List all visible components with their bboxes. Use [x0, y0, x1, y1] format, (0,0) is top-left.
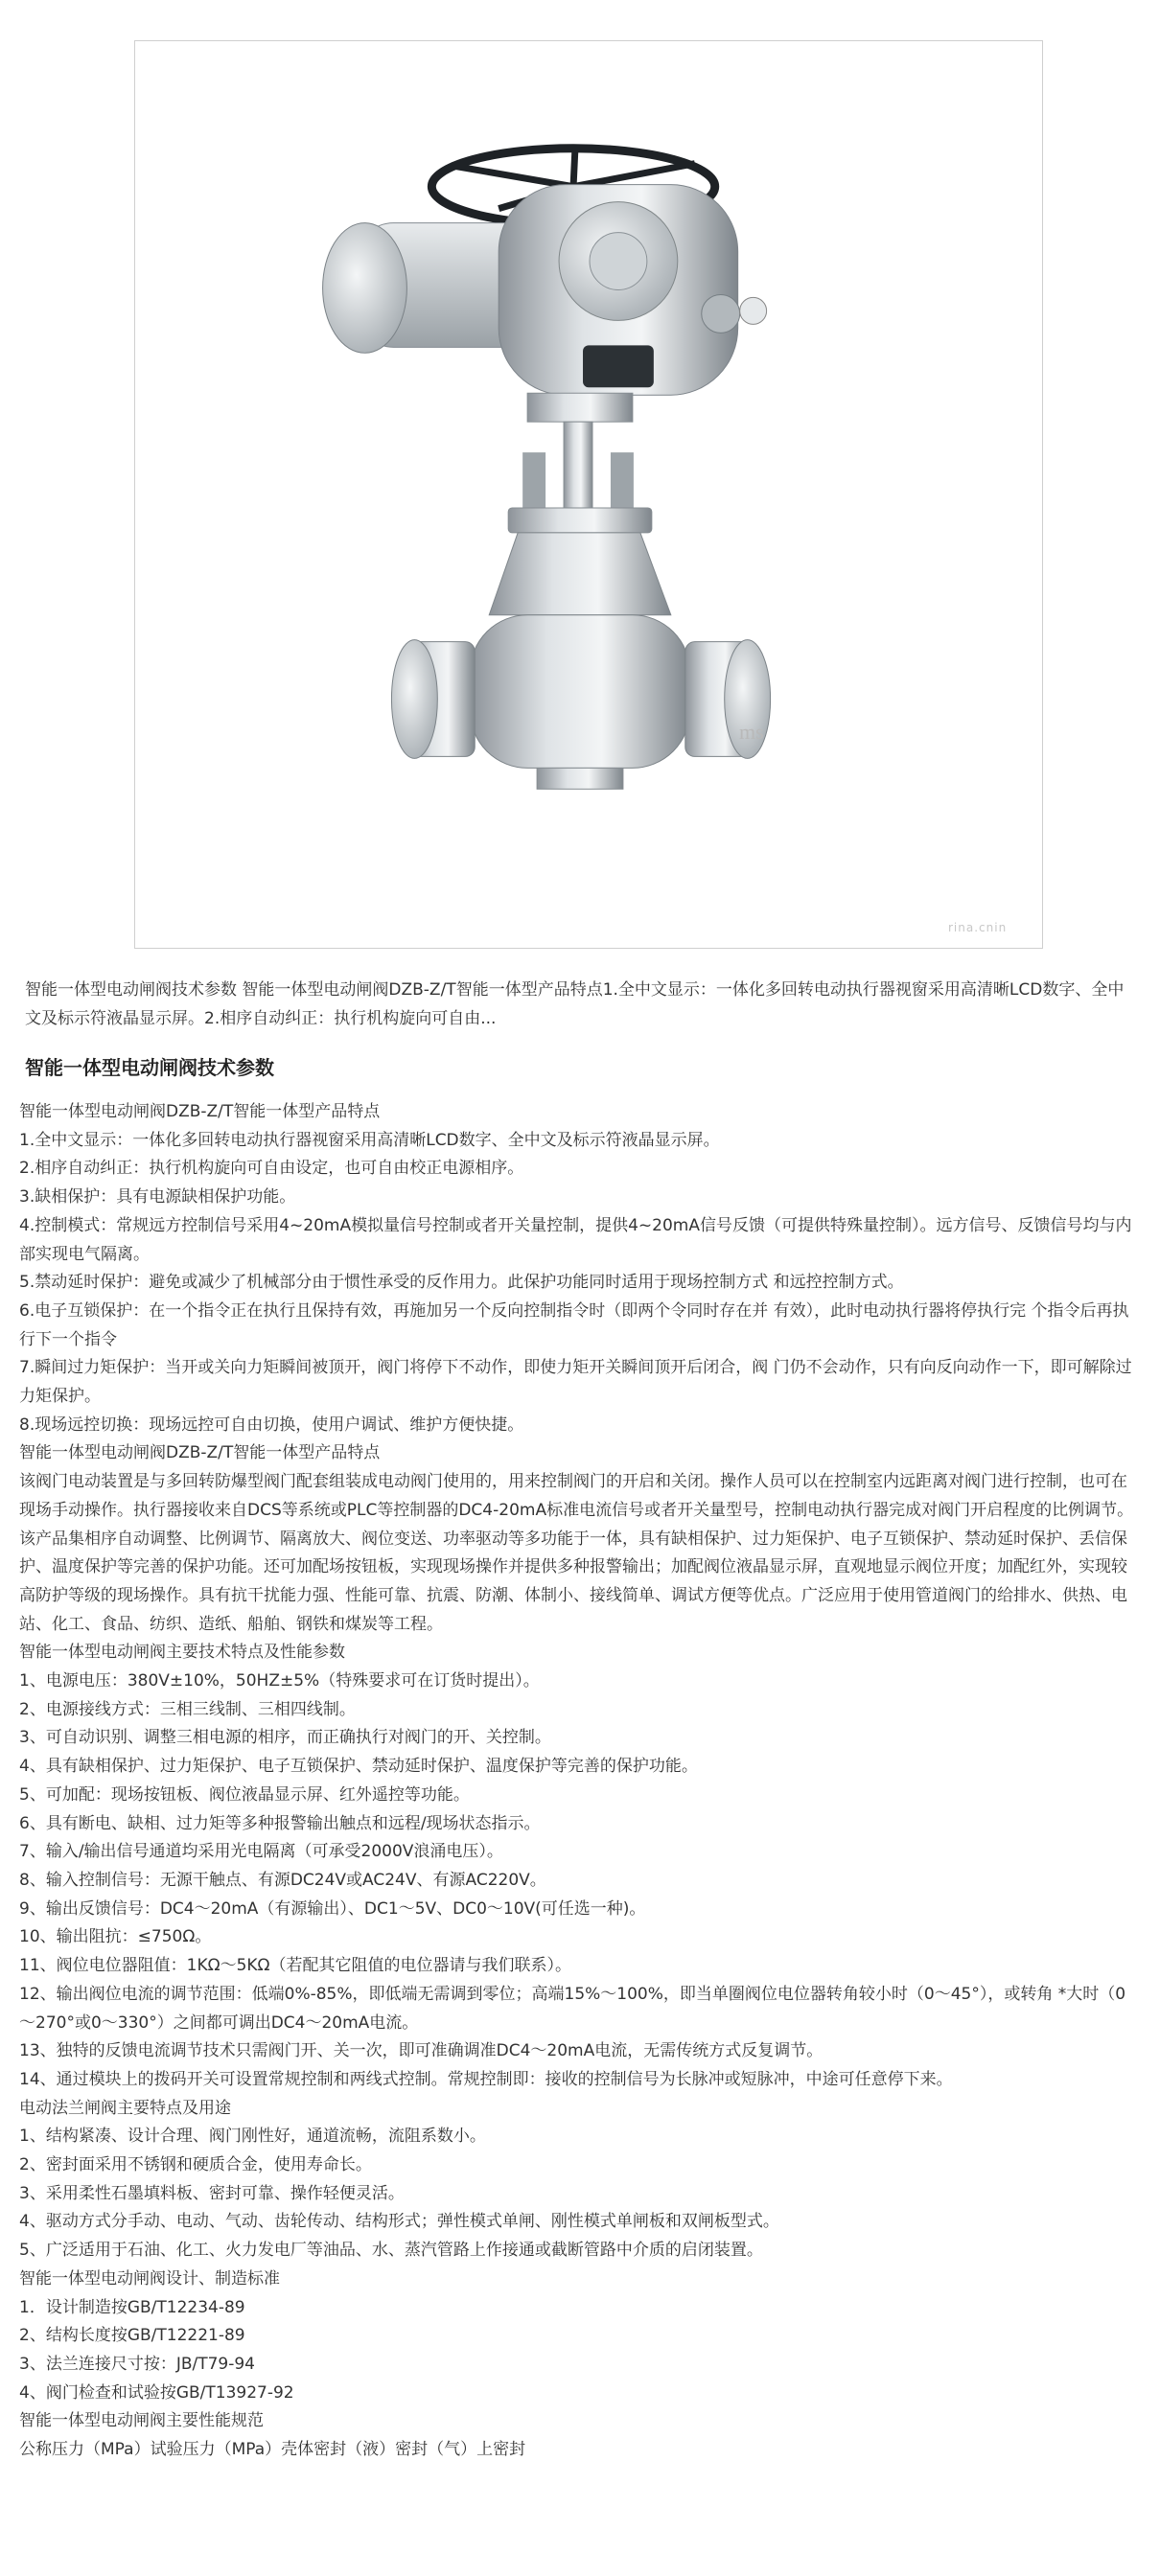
- paragraph: 1、结构紧凑、设计合理、阀门刚性好，通道流畅，流阻系数小。: [19, 2127, 486, 2147]
- paragraph: 智能一体型电动闸阀主要性能规范: [19, 2411, 264, 2431]
- paragraph: 5、广泛适用于石油、化工、火力发电厂等油品、水、蒸汽管路上作接通或截断管路中介质的启闭装置。: [19, 2241, 763, 2261]
- paragraph: 1、电源电压：380V±10%，50HZ±5%（特殊要求可在订货时提出）。: [19, 1671, 540, 1691]
- paragraph: 智能一体型电动闸阀主要技术特点及性能参数: [19, 1643, 345, 1663]
- article-body: [19, 1098, 1139, 2465]
- electric-gate-valve-illustration: [135, 41, 1042, 948]
- page-title: 智能一体型电动闸阀技术参数: [25, 1056, 274, 1079]
- paragraph: 公称压力（MPa）试验压力（MPa）壳体密封（液）密封（气）上密封: [19, 2440, 526, 2460]
- paragraph: 4、阀门检查和试验按GB/T13927-92: [19, 2382, 294, 2403]
- paragraph: 智能一体型电动闸阀DZB-Z/T智能一体型产品特点: [19, 1443, 381, 1463]
- paragraph: 该阀门电动装置是与多回转防爆型阀门配套组装成电动阀门使用的，用来控制阀门的开启和关闭。操作人员可以在控制室内远距离对阀门进行控制，也可在现场手动操作。执行器接收来自DCS等系统或PLC等控制器的DC4-20mA标准电流信号或者开关量型号，控制电动执行器完成对阀门开启程度的比例调节。该产品集相序自动调整、比例调节、隔离放大、阀位变送、功率驱动等多功能于一体，具有缺相保护、过力矩保护、电子互锁保护、禁动延时保护、丢信保护、温度保护等完善的保护功能。还可加配场按钮板，实现现场操作并提供多种报警输出；加配阀位液晶显示屏，直观地显示阀位开度；加配红外，实现较高防护等级的现场操作。具有抗干扰能力强、性能可靠、抗震、防潮、体制小、接线简单、调试方便等优点。广泛应用于使用管道阀门的给排水、供热、电站、化工、食品、纺织、造纸、船舶、钢铁和煤炭等工程。: [19, 1472, 1134, 1634]
- paragraph: 11、阀位电位器阻值：1KΩ～5KΩ（若配其它阻值的电位器请与我们联系）。: [19, 1956, 572, 1976]
- paragraph: 5、可加配：现场按钮板、阀位液晶显示屏、红外遥控等功能。: [19, 1784, 470, 1805]
- paragraph: 12、输出阀位电流的调节范围：低端0%-85%，即低端无需调到零位；高端15%～100%，即当单圈阀位电位器转角较小时（0～45°），或转角 *大时（0～270°或0～330°）之间都可调出DC4～20mA电流。: [19, 1984, 1126, 2033]
- paragraph: 2、密封面采用不锈钢和硬质合金，使用寿命长。: [19, 2155, 372, 2175]
- paragraph: 7、输入/输出信号通道均采用光电隔离（可承受2000V浪涌电压）。: [19, 1842, 503, 1862]
- paragraph: 3.缺相保护：具有电源缺相保护功能。: [19, 1187, 296, 1208]
- paragraph: 智能一体型电动闸阀设计、制造标准: [19, 2268, 280, 2288]
- paragraph: 5.禁动延时保护：避免或减少了机械部分由于惯性承受的反作用力。此保护功能同时适用于现场控制方式 和远控控制方式。: [19, 1273, 904, 1293]
- paragraph: 1.全中文显示：一体化多回转电动执行器视窗采用高清晰LCD数字、全中文及标示符液晶显示屏。: [19, 1130, 720, 1150]
- paragraph: 3、采用柔性石墨填料板、密封可靠、操作轻便灵活。: [19, 2183, 405, 2203]
- paragraph: 智能一体型电动闸阀DZB-Z/T智能一体型产品特点: [19, 1102, 381, 1121]
- paragraph: 3、法兰连接尺寸按：JB/T79-94: [19, 2354, 256, 2374]
- image-watermark: ms: [739, 720, 764, 744]
- image-watermark-footer: rina.cnin: [948, 921, 1008, 934]
- product-image: [134, 40, 1043, 949]
- paragraph: 2.相序自动纠正：执行机构旋向可自由设定，也可自由校正电源相序。: [19, 1159, 524, 1179]
- paragraph: 2、结构长度按GB/T12221-89: [19, 2326, 245, 2346]
- paragraph: 电动法兰闸阀主要特点及用途: [19, 2098, 231, 2118]
- paragraph: 1．设计制造按GB/T12234-89: [19, 2297, 245, 2317]
- paragraph: 13、独特的反馈电流调节技术只需阀门开、关一次，即可准确调准DC4～20mA电流，无需传统方式反复调节。: [19, 2041, 824, 2061]
- paragraph: 6、具有断电、缺相、过力矩等多种报警输出触点和远程/现场状态指示。: [19, 1813, 541, 1833]
- paragraph: 14、通过模块上的拨码开关可设置常规控制和两线式控制。常规控制即：接收的控制信号为长脉冲或短脉冲，中途可任意停下来。: [19, 2069, 953, 2089]
- paragraph: 2、电源接线方式：三相三线制、三相四线制。: [19, 1699, 356, 1719]
- paragraph: 4、具有缺相保护、过力矩保护、电子互锁保护、禁动延时保护、温度保护等完善的保护功能。: [19, 1757, 698, 1777]
- paragraph: 8.现场远控切换：现场远控可自由切换，使用户调试、维护方便快捷。: [19, 1414, 524, 1435]
- paragraph: 10、输出阻抗：≤750Ω。: [19, 1927, 212, 1947]
- paragraph: 6.电子互锁保护：在一个指令正在执行且保持有效，再施加另一个反向控制指令时（即两个令同时存在并 有效），此时电动执行器将停执行完 个指令后再执行下一个指令: [19, 1300, 1129, 1349]
- paragraph: 4、驱动方式分手动、电动、气动、齿轮传动、结构形式；弹性模式单闸、刚性模式单闸板和双闸板型式。: [19, 2212, 779, 2232]
- paragraph: 4.控制模式：常规远方控制信号采用4~20mA模拟量信号控制或者开关量控制，提供4~20mA信号反馈（可提供特殊量控制）。远方信号、反馈信号均与内部实现电气隔离。: [19, 1215, 1132, 1264]
- paragraph: 9、输出反馈信号：DC4～20mA（有源输出）、DC1～5V、DC0～10V(可任选一种)。: [19, 1898, 646, 1919]
- article-summary: 智能一体型电动闸阀技术参数 智能一体型电动闸阀DZB-Z/T智能一体型产品特点1.全中文显示：一体化多回转电动执行器视窗采用高清晰LCD数字、全中文及标示符液晶显示屏。2.相序自动纠正：执行机构旋向可自由...: [25, 980, 1125, 1028]
- paragraph: 3、可自动识别、调整三相电源的相序，而正确执行对阀门的开、关控制。: [19, 1728, 551, 1748]
- paragraph: 8、输入控制信号：无源干触点、有源DC24V或AC24V、有源AC220V。: [19, 1870, 546, 1890]
- paragraph: 7.瞬间过力矩保护：当开或关向力矩瞬间被顶开，阀门将停下不动作，即使力矩开关瞬间顶开后闭合，阀 门仍不会动作，只有向反向动作一下，即可解除过力矩保护。: [19, 1358, 1132, 1407]
